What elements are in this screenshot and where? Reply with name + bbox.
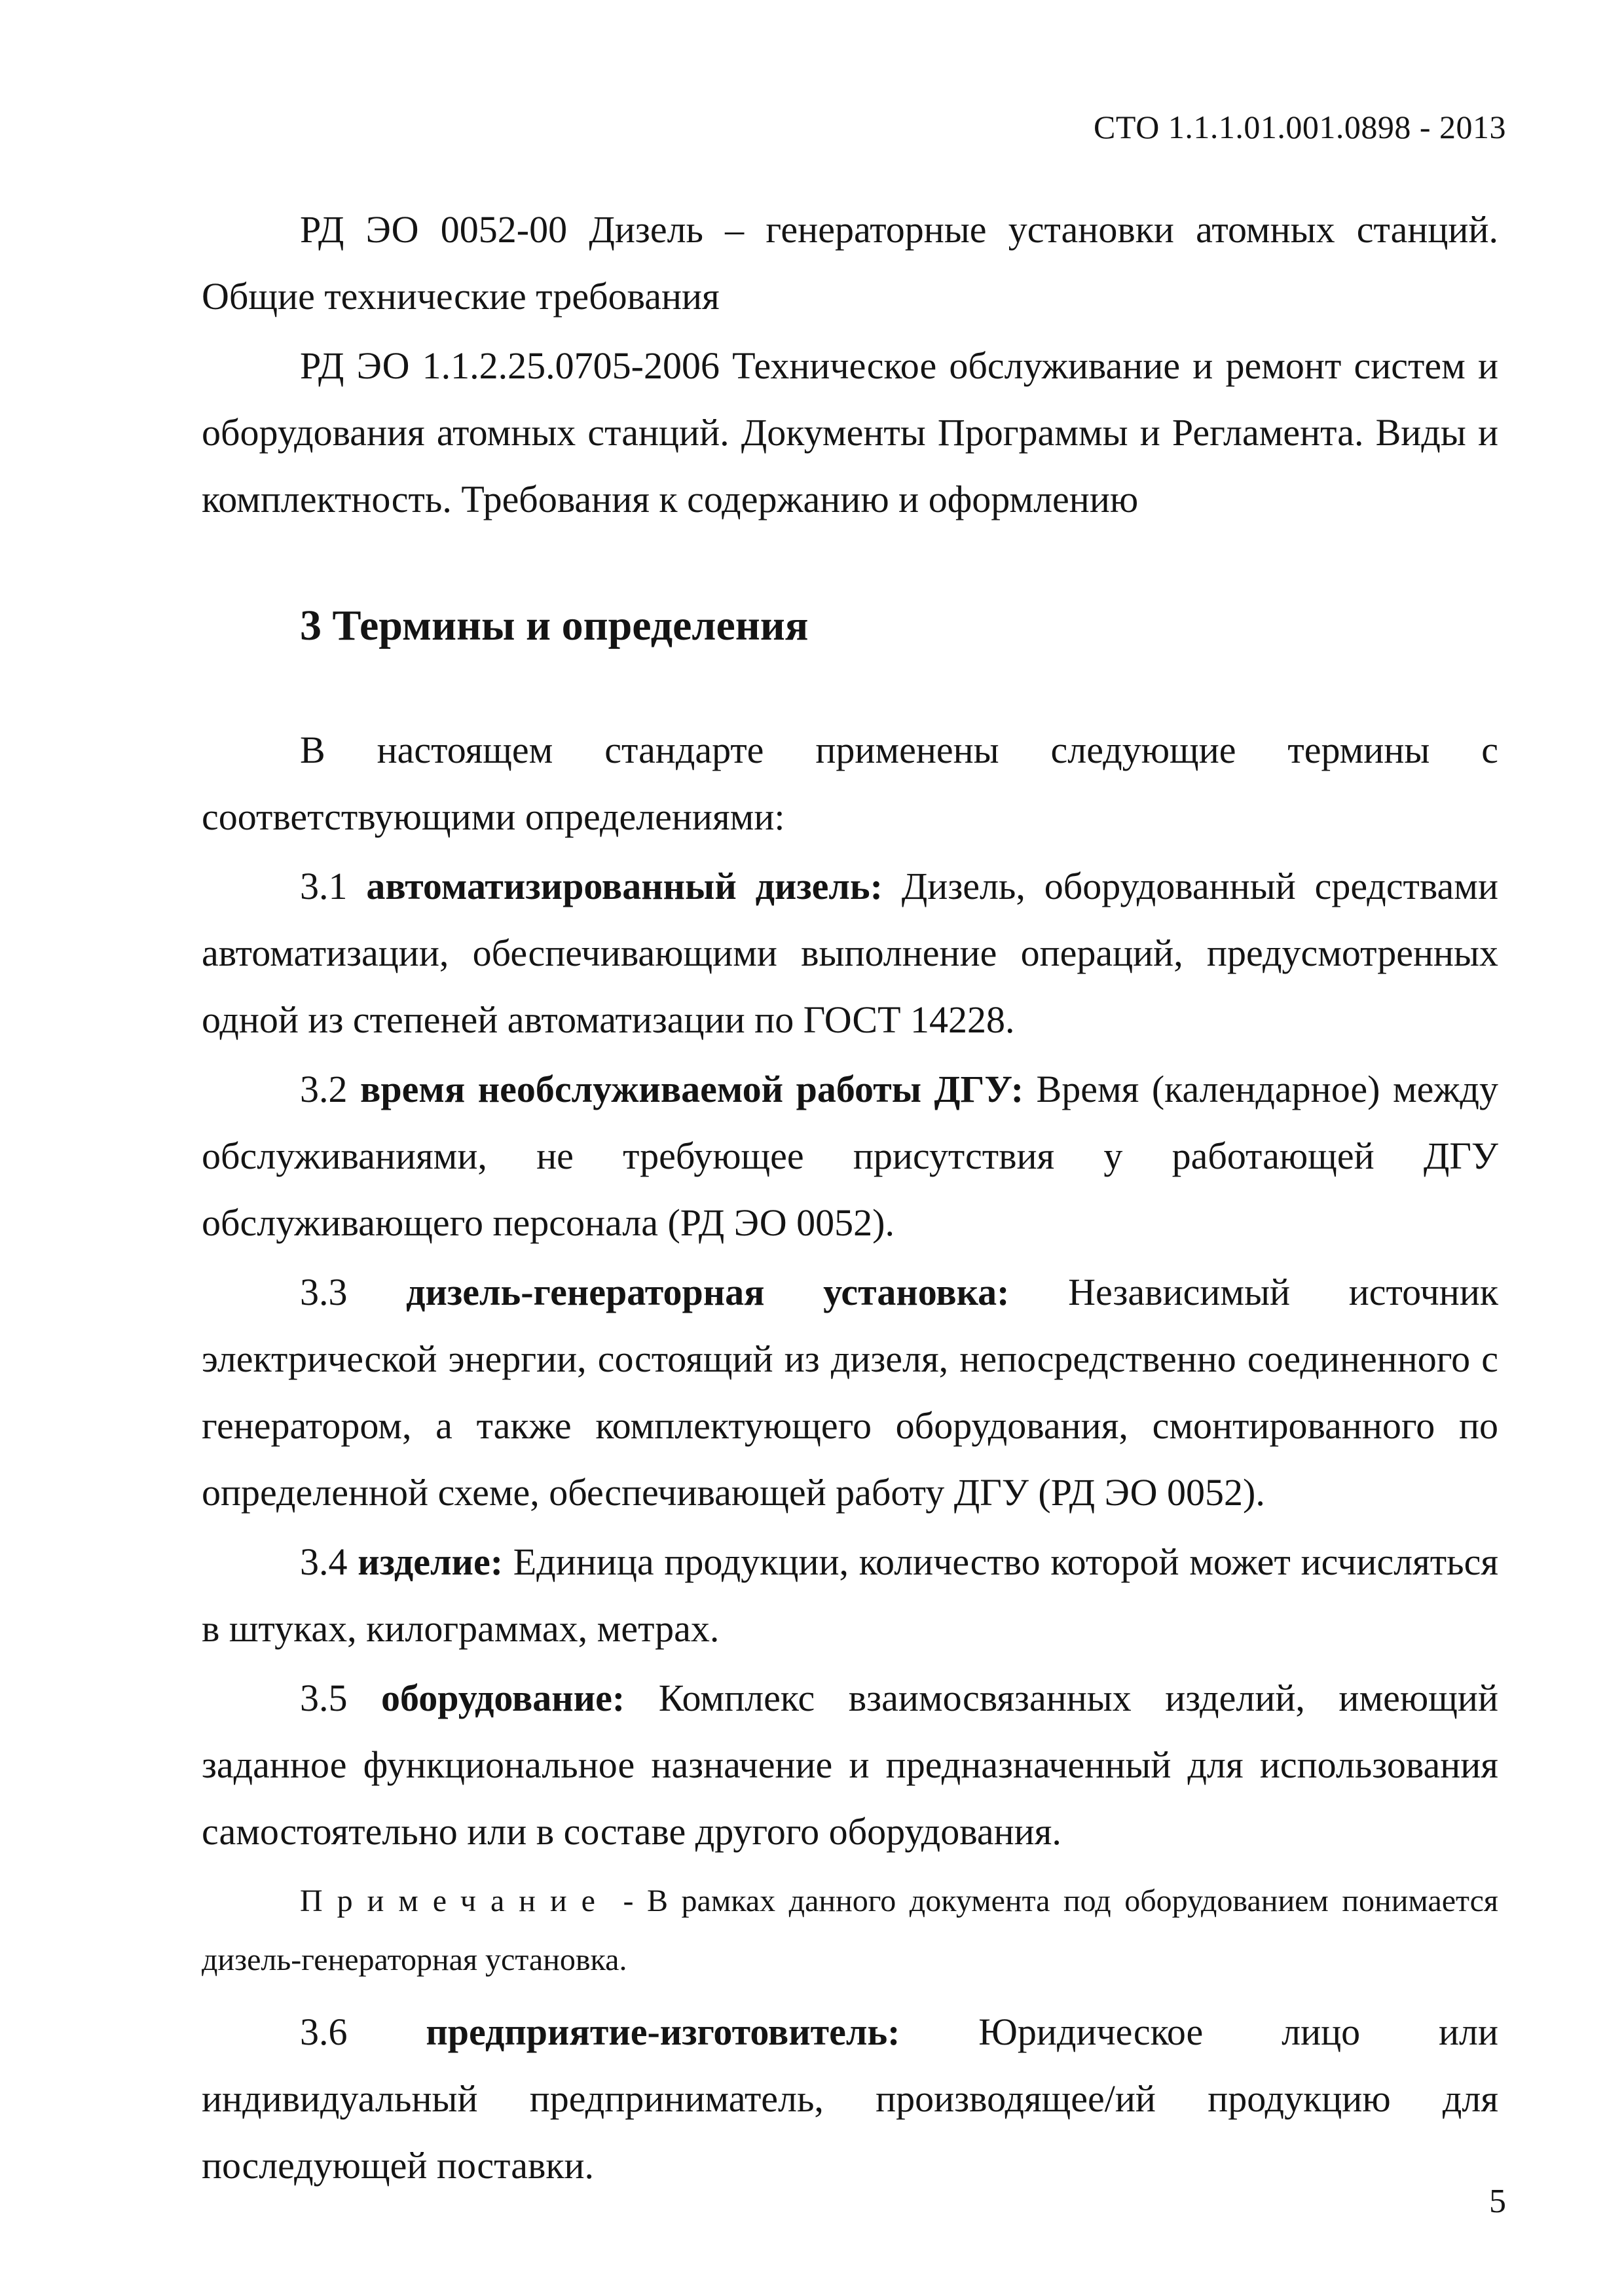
term-entry bbox=[202, 1056, 1498, 1256]
references-block bbox=[202, 196, 1498, 533]
term-entry bbox=[202, 1999, 1498, 2199]
term-number: 3.1 bbox=[300, 865, 348, 907]
term-number: 3.2 bbox=[300, 1068, 348, 1110]
term-entry bbox=[202, 1665, 1498, 1865]
note-text: - В рамках данного документа под оборудованием понимается дизель-генераторная установка. bbox=[202, 1884, 1498, 1977]
reference-item: РД ЭО 1.1.2.25.0705-2006 Техническое обслуживание и ремонт систем и оборудования атомных станций. Документы Программы и Регламента. Виды и комплектность. Требования к содержанию и оформлению bbox=[202, 344, 1498, 520]
reference-item: РД ЭО 0052-00 Дизель – генераторные установки атомных станций. Общие технические требования bbox=[202, 208, 1498, 318]
term-definition: Независимый источник электрической энергии, состоящий из дизеля, непосредственно соединенного с генератором, а также комплектующего оборудования, смонтированного по определенной схеме, обеспечивающей работу ДГУ (РД ЭО 0052). bbox=[202, 1271, 1499, 1514]
document-code: СТО 1.1.1.01.001.0898 - 2013 bbox=[1094, 109, 1506, 145]
term-name: автоматизированный дизель: bbox=[366, 865, 883, 907]
page-number: 5 bbox=[1489, 2183, 1506, 2220]
section-heading-block bbox=[202, 592, 1498, 659]
term-definition: Комплекс взаимосвязанных изделий, имеющий заданное функциональное назначение и предназначенный для использования самостоятельно или в составе другого оборудования. bbox=[202, 1677, 1498, 1853]
term-number: 3.6 bbox=[300, 2011, 348, 2053]
note bbox=[202, 1872, 1498, 1990]
term-definition: Время (календарное) между обслуживаниями, не требующее присутствия у работающей ДГУ обслуживающего персонала (РД ЭО 0052). bbox=[202, 1068, 1498, 1244]
term-name: изделие: bbox=[358, 1540, 504, 1583]
term-definition: Единица продукции, количество которой может исчисляться в штуках, килограммах, метрах. bbox=[202, 1540, 1499, 1650]
term-definition: Юридическое лицо или индивидуальный предприниматель, производящее/ий продукцию для последующей поставки. bbox=[202, 2011, 1499, 2187]
term-entry bbox=[202, 1259, 1498, 1526]
term-entry bbox=[202, 1529, 1498, 1662]
term-name: оборудование: bbox=[381, 1677, 625, 1719]
term-name: время необслуживаемой работы ДГУ: bbox=[360, 1068, 1024, 1110]
note-label: Примечание bbox=[300, 1884, 610, 1918]
term-entry bbox=[202, 853, 1498, 1053]
term-name: предприятие-изготовитель: bbox=[426, 2011, 900, 2053]
term-number: 3.4 bbox=[300, 1540, 348, 1583]
section-title: 3 Термины и определения bbox=[300, 602, 809, 649]
definitions-block bbox=[202, 717, 1498, 2199]
section-intro: В настоящем стандарте применены следующие термины с соответствующими определениями: bbox=[202, 729, 1498, 838]
term-name: дизель-генераторная установка: bbox=[406, 1271, 1010, 1313]
term-number: 3.5 bbox=[300, 1677, 348, 1719]
term-number: 3.3 bbox=[300, 1271, 348, 1313]
term-definition: Дизель, оборудованный средствами автоматизации, обеспечивающими выполнение операций, предусмотренных одной из степеней автоматизации по ГОСТ 14228. bbox=[202, 865, 1499, 1041]
